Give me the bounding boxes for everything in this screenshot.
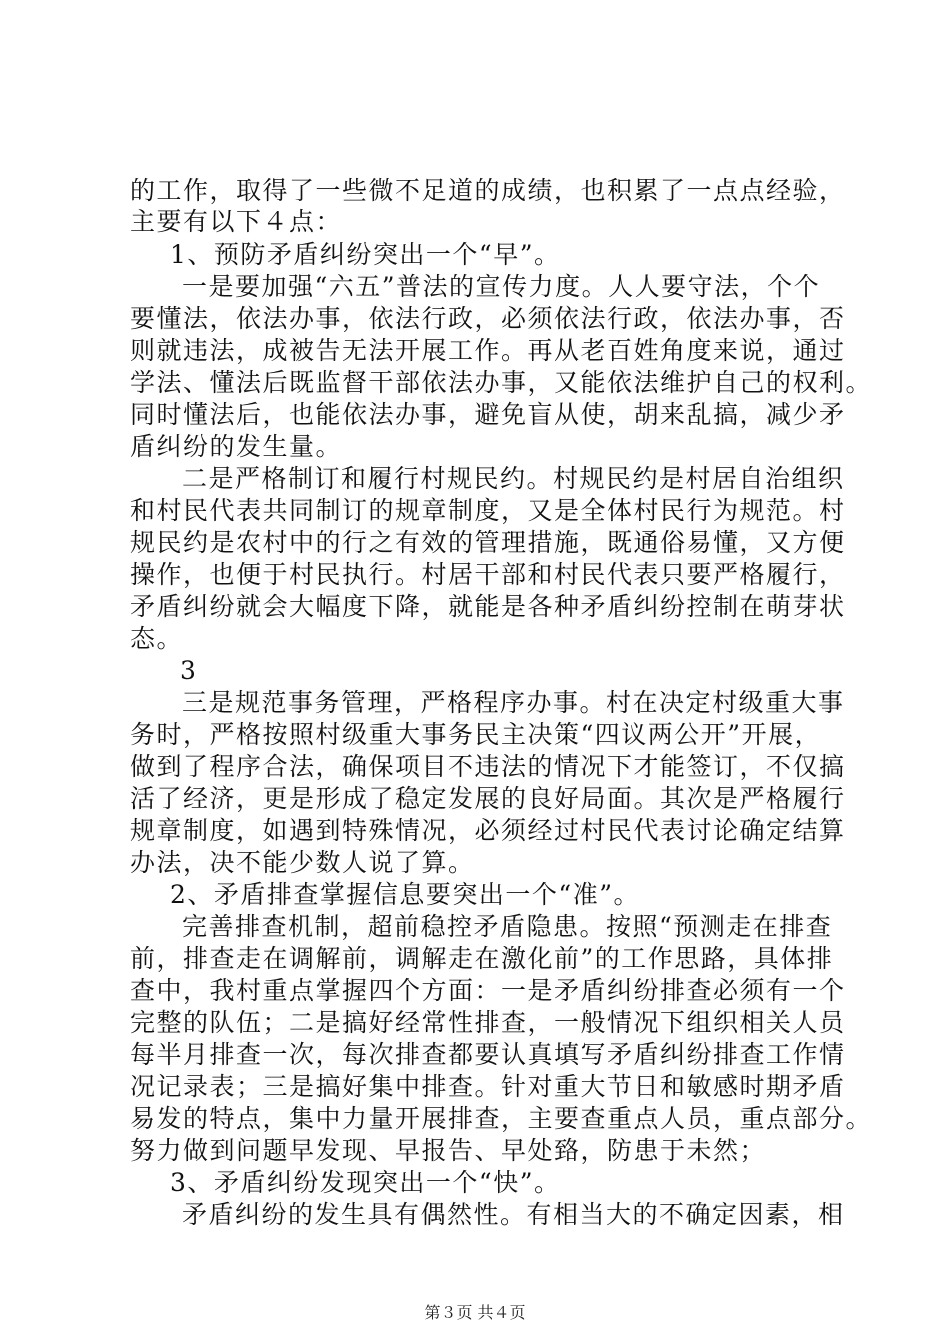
text-line: 务时，严格按照村级重大事务民主决策“四议两公开”开展，: [130, 720, 822, 749]
section-heading: 3、矛盾纠纷发现突出一个“快”。: [170, 1168, 561, 1197]
text-line: 态。: [130, 624, 184, 653]
text-line: 查中，我村重点掌握四个方面：一是矛盾纠纷排查必须有一个: [130, 976, 846, 1005]
text-line: 努力做到问题早发现、早报告、早处臵，防患于未然；: [130, 1136, 767, 1165]
paragraph-first-line: 三是规范事务管理，严格程序办事。村在决定村级重大事: [182, 688, 845, 717]
text-line: 和村民代表共同制订的规章制度，又是全体村民行为规范。村: [130, 496, 846, 525]
text-line: 易发的特点，集中力量开展排查，主要查重点人员，重点部分。: [130, 1104, 873, 1133]
section-heading: 1、预防矛盾纠纷突出一个“早”。: [170, 240, 561, 269]
text-line: 要懂法，依法办事，依法行政，必须依法行政，依法办事，否: [130, 304, 846, 333]
text-line: 办法，决不能少数人说了算。: [130, 848, 475, 877]
text-line: 则就违法，成被告无法开展工作。再从老百姓角度来说，通过: [130, 336, 846, 365]
text-line: 况记录表；三是搞好集中排查。针对重大节日和敏感时期矛盾: [130, 1072, 846, 1101]
text-line: 前，排查走在调解前，调解走在激化前”的工作思路，具体排: [130, 944, 834, 973]
text-line: 做到了程序合法，确保项目不违法的情况下才能签订，不仅搞: [130, 752, 846, 781]
page-number: 第３页 共４页: [424, 1303, 526, 1322]
text-line: 操作，也便于村民执行。村居干部和村民代表只要严格履行，: [130, 560, 846, 589]
text-line: 同时懂法后，也能依法办事，避免盲从使，胡来乱搞，减少矛: [130, 400, 846, 429]
paragraph-first-line: 完善排查机制，超前稳控矛盾隐患。按照“预测走在排查: [182, 912, 833, 941]
text-line: 的工作，取得了一些微不足道的成绩，也积累了一点点经验，: [130, 176, 846, 205]
text-line: 矛盾纠纷就会大幅度下降，就能是各种矛盾纠纷控制在萌芽状: [130, 592, 846, 621]
text-line: 规民约是农村中的行之有效的管理措施，既通俗易懂，又方便: [130, 528, 846, 557]
section-heading: 2、矛盾排查掌握信息要突出一个“准”。: [170, 880, 640, 909]
text-line: 每半月排查一次，每次排查都要认真填写矛盾纠纷排查工作情: [130, 1040, 846, 1069]
text-line: 学法、懂法后既监督干部依法办事，又能依法维护自己的权利。: [130, 368, 873, 397]
paragraph-first-line: 一是要加强“六五”普法的宣传力度。人人要守法，个个: [182, 272, 821, 301]
text-line: 3: [180, 656, 198, 685]
text-line: 完整的队伍；二是搞好经常性排查，一般情况下组织相关人员: [130, 1008, 846, 1037]
text-line: 规章制度，如遇到特殊情况，必须经过村民代表讨论确定结算: [130, 816, 846, 845]
text-line: 盾纠纷的发生量。: [130, 432, 343, 461]
paragraph-first-line: 矛盾纠纷的发生具有偶然性。有相当大的不确定因素，相: [182, 1200, 845, 1229]
paragraph-first-line: 二是严格制订和履行村规民约。村规民约是村居自治组织: [182, 464, 845, 493]
text-line: 主要有以下４点：: [130, 207, 343, 236]
text-line: 活了经济，更是形成了稳定发展的良好局面。其次是严格履行: [130, 784, 846, 813]
